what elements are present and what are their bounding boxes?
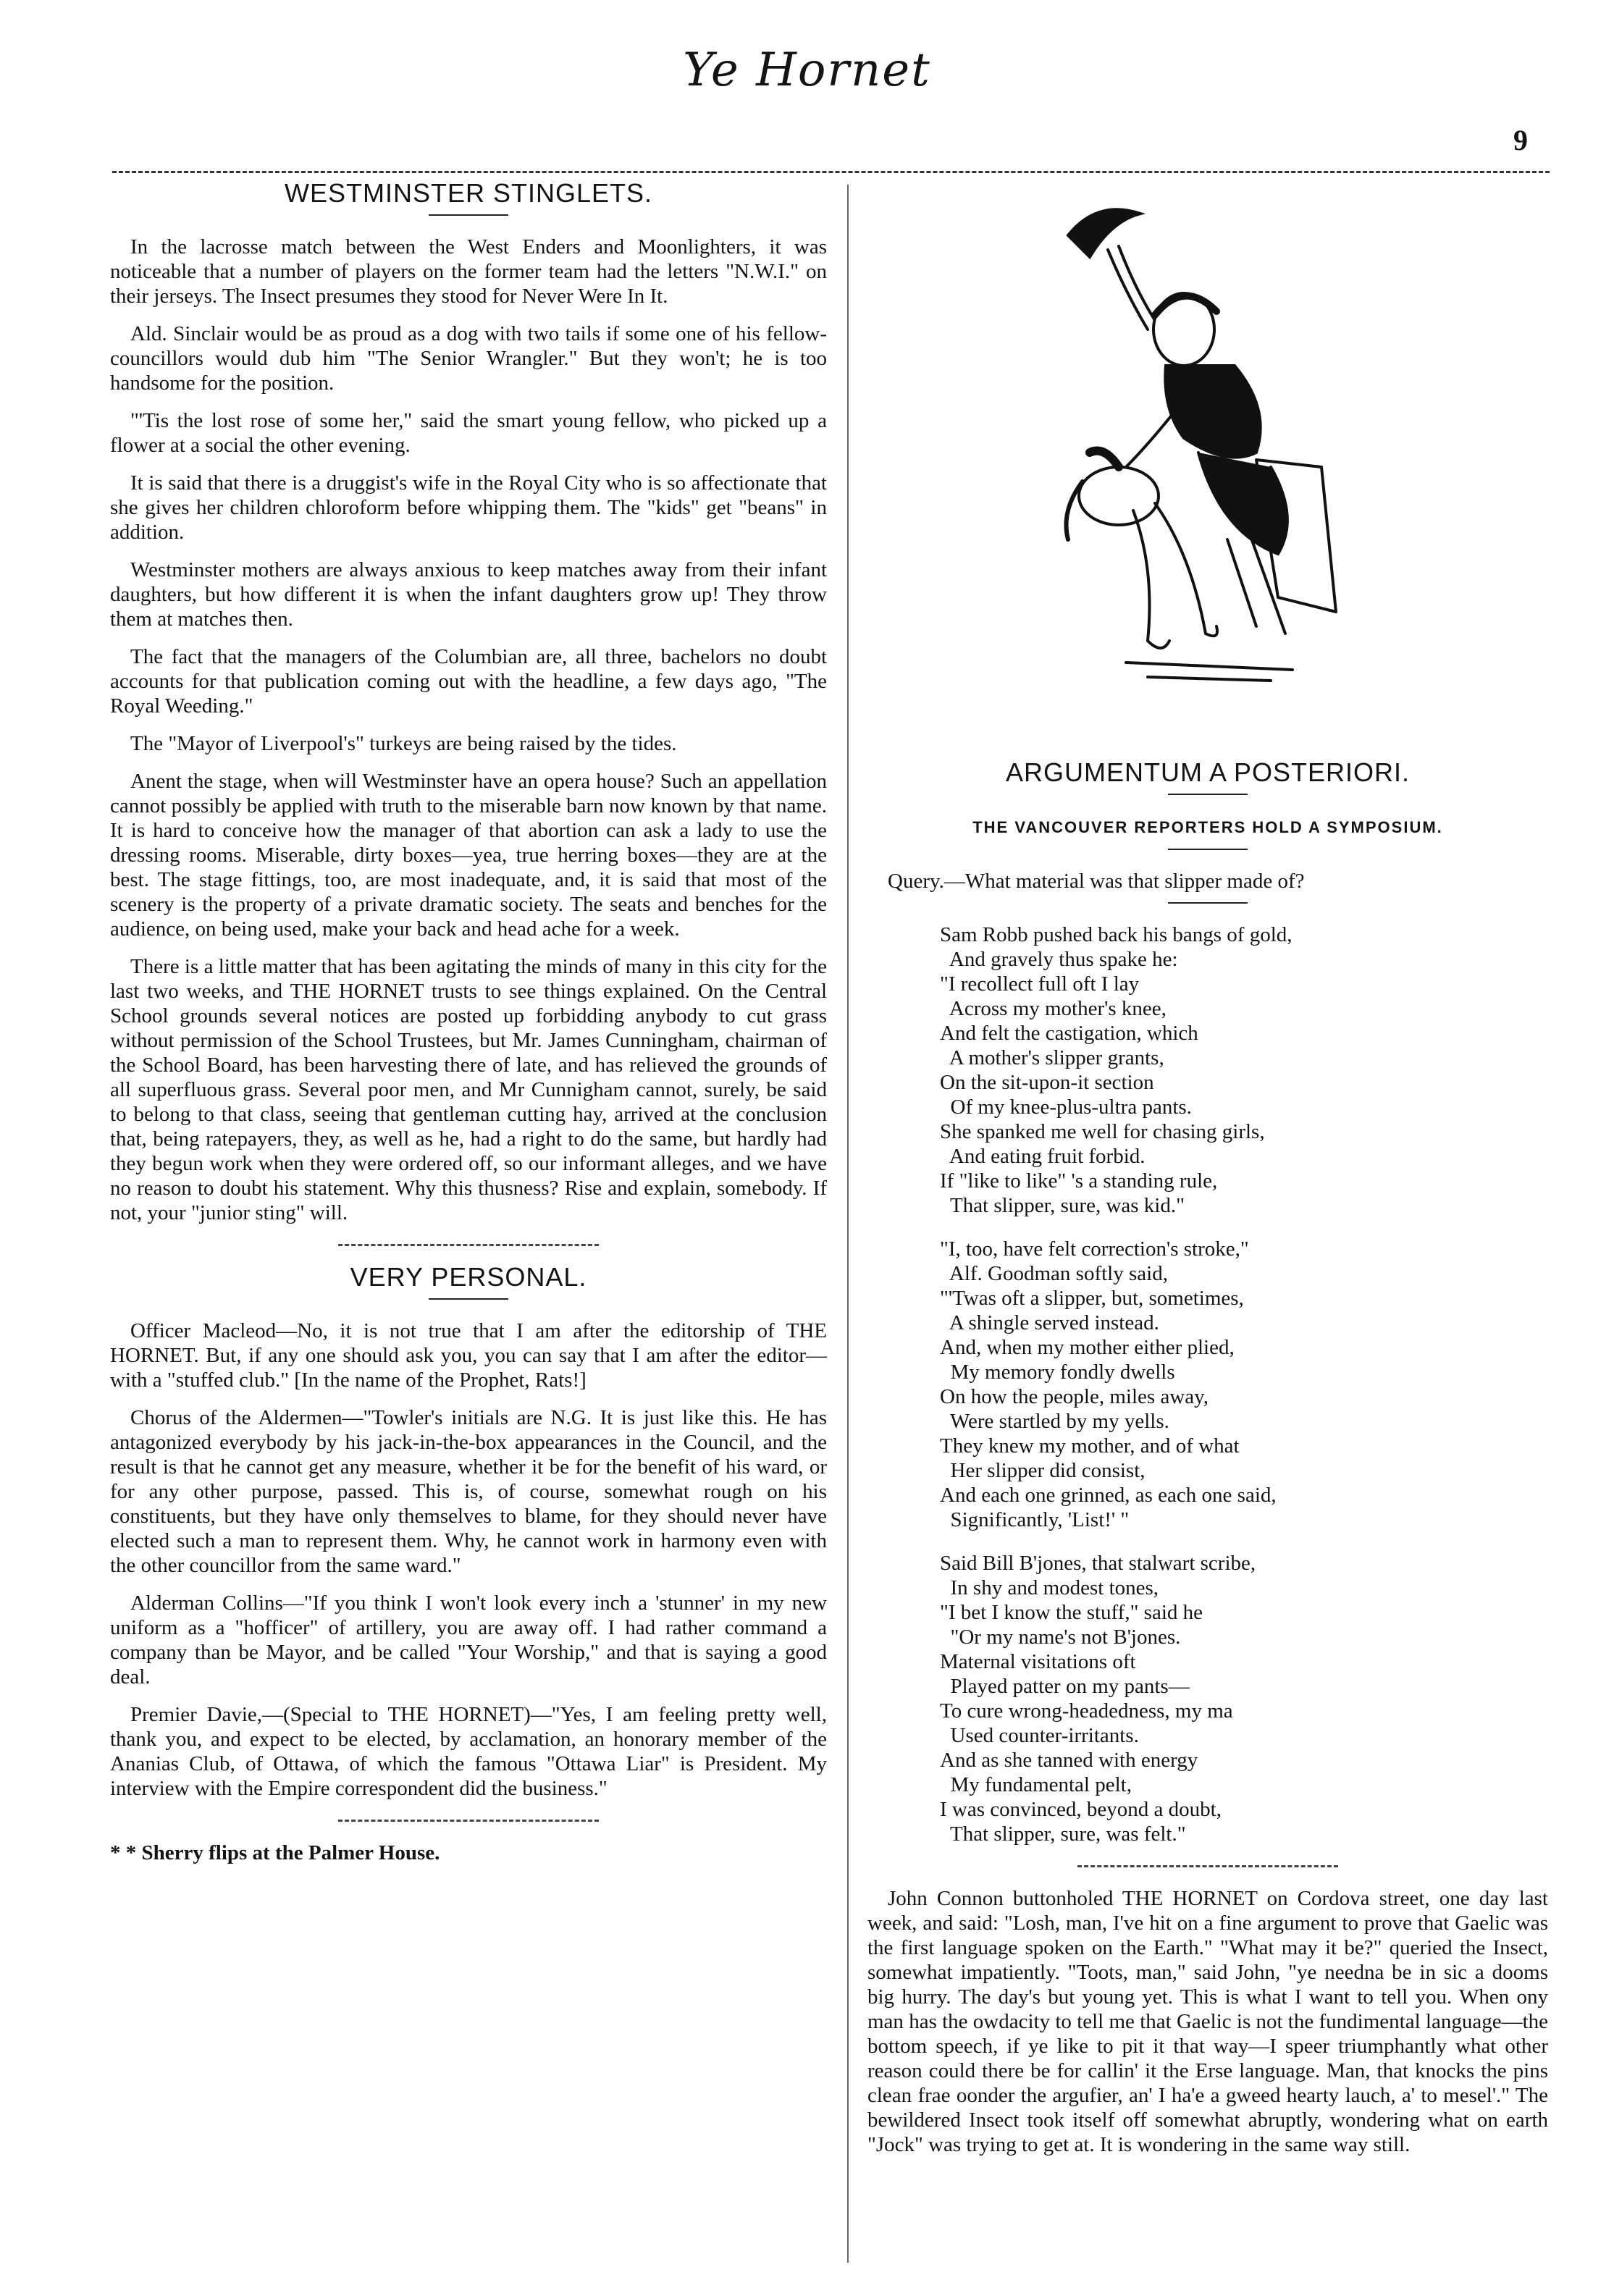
argumentum-heading: ARGUMENTUM A POSTERIORI. [1005,757,1411,787]
poem-line: My memory fondly dwells [940,1361,1175,1384]
poem-line: And each one grinned, as each one said, [940,1484,1277,1507]
poem-line: And, when my mother either plied, [940,1336,1235,1359]
personal-paragraph: Premier Davie,—(Special to THE HORNET)—"Yes, I am feeling pretty well, thank you, and expect to be elected, by acclamation, an honorary member of the Ananias Club, of Ottawa, of which the famous "Ottawa Liar" is President. My interview with the Empire correspondent did the business." [110,1703,827,1800]
stinglets-heading: WESTMINSTER STINGLETS. [284,178,653,208]
poem-line: Of my knee-plus-ultra pants. [940,1096,1192,1119]
poem-line: She spanked me well for chasing girls, [940,1120,1265,1143]
section-rule [1168,849,1248,850]
poem-line: "I recollect full oft I lay [940,972,1140,996]
personal-paragraph: Officer Macleod—No, it is not true that I am after the editorship of THE HORNET. But, if any one should ask you, you can say that I am after the editor—with a "stuffed club." [In the name of the Prophet, Rats!] [110,1319,827,1392]
poem-line: "Or my name's not B'jones. [940,1626,1181,1649]
poem-line: If "like to like" 's a standing rule, [940,1169,1218,1193]
poem-stanza [940,1237,1548,1532]
poem-line: My fundamental pelt, [940,1773,1132,1796]
poem-line: Alf. Goodman softly said, [940,1262,1168,1285]
poem-line: Maternal visitations oft [940,1650,1136,1673]
poem-line: That slipper, sure, was felt." [940,1822,1186,1846]
section-rule [429,1298,508,1300]
stinglet-paragraph: The "Mayor of Liverpool's" turkeys are being raised by the tides. [130,732,677,755]
poem-line: In shy and modest tones, [940,1576,1159,1599]
poem-line: They knew my mother, and of what [940,1434,1240,1458]
poem-line: And felt the castigation, which [940,1022,1198,1045]
argumentum-subheading: THE VANCOUVER REPORTERS HOLD A SYMPOSIUM. [972,818,1443,836]
poem-line: Sam Robb pushed back his bangs of gold, [940,923,1293,946]
stinglet-paragraph: There is a little matter that has been agitating the minds of many in this city for the last two weeks, and THE HORNET trusts to see things explained. On the Central School grounds several notices are posted up forbidding anybody to cut grass without permission of the School Trustees, but Mr. James Cunningham, chairman of the School Board, has been harvesting there of late, and has relieved the grounds of all superfluous grass. Several poor men, and Mr Cunnigham cannot, surely, be said to belong to that class, seeing that gentleman cutting hay, arrived at the conclusion that, being ratepayers, they, as well as he, had a right to do the same, but hardly had they begun work when they were ordered off, so our informant alleges, and we have no reason to doubt his statement. Why this thusness? Rise and explain, somebody. If not, your "junior sting" will. [110,955,827,1224]
poem-line: I was convinced, beyond a doubt, [940,1798,1222,1821]
poem-line: Played patter on my pants— [940,1675,1190,1698]
poem-line: A mother's slipper grants, [940,1046,1164,1069]
poem-line: "'Twas oft a slipper, but, sometimes, [940,1287,1244,1310]
poem-line: Significantly, 'List!' " [940,1508,1130,1531]
poem-line: Across my mother's knee, [940,997,1167,1020]
poem-line: Her slipper did consist, [940,1459,1146,1482]
section-rule [1168,902,1248,904]
poem-line: On how the people, miles away, [940,1385,1209,1408]
section-rule [429,214,508,216]
footnote: * * Sherry flips at the Palmer House. [110,1841,440,1864]
poem-line: Said Bill B'jones, that stalwart scribe, [940,1552,1256,1575]
poem-line: Were startled by my yells. [940,1410,1169,1433]
header-rule [112,171,1550,173]
stinglet-paragraph: "'Tis the lost rose of some her," said the smart young fellow, who picked up a flower at a social the other evening. [110,409,827,457]
section-divider [338,1244,599,1246]
stinglet-paragraph: The fact that the managers of the Columbian are, all three, bachelors no doubt accounts for that publication coming out with the headline, a few days ago, "The Royal Weeding." [110,645,827,718]
spanking-illustration-icon [1039,192,1379,720]
poem-line: To cure wrong-headedness, my ma [940,1699,1233,1723]
section-rule [1168,794,1248,795]
query-line: Query.—What material was that slipper made of? [888,870,1305,893]
column-divider [847,185,849,2263]
section-divider [338,1820,599,1822]
stinglet-paragraph: Ald. Sinclair would be as proud as a dog with two tails if some one of his fellow-councillors would dub him "The Senior Wrangler." But they won't; he is too handsome for the position. [110,322,827,395]
closing-paragraph: John Connon buttonholed THE HORNET on Cordova street, one day last week, and said: "Losh, man, I've hit on a fine argument to prove that Gaelic was the first language spoken on the Earth." "What may it be?" queried the Insect, somewhat impatiently. "Toots, man," said John, "ye needna be in sic a dooms big hurry. The day's but young yet. This is what I want to tell you. When ony man has the owdacity to tell me that Gaelic is not the fundimental language—the bottom speech, if ye like to pit it that way—I speer triumphantly what other reason could there be for callin' it the Erse language. Man, that knocks the pins clean frae oonder the argufier, an' I ha'e a gweed hearty lauch, a' to mesel'." The bewildered Insect took itself off somewhat abruptly, wondering what on earth "Jock" was trying to get at. It is wondering in the same way still. [867,1887,1548,2156]
poem-stanza [940,1551,1548,1846]
poem-stanza [940,922,1548,1218]
stinglet-paragraph: In the lacrosse match between the West Enders and Moonlighters, it was noticeable that a number of players on the former team had the letters "N.W.I." on their jerseys. The Insect presumes they stood for Never Were In It. [110,235,827,308]
section-divider [1077,1865,1338,1867]
left-column [110,178,827,1865]
poem-line: "I bet I know the stuff," said he [940,1601,1203,1624]
stinglet-paragraph: It is said that there is a druggist's wife in the Royal City who is so affectionate that she gives her children chloroform before whipping them. The "kids" get "beans" in addition. [110,471,827,544]
personal-paragraph: Chorus of the Aldermen—"Towler's initials are N.G. It is just like this. He has antagonized everybody by his jack-in-the-box appearances in the Council, and the result is that he cannot get any measure, whether it be for the benefit of his ward, or for any other purpose, passed. This is, of course, somewhat rough on his constituents, but they have only themselves to blame, for they should never have elected such a man to represent them. Why, he cannot work in harmony even with the other councillor from the same ward." [110,1406,827,1577]
poem-line: And as she tanned with energy [940,1749,1198,1772]
poem-line: On the sit-upon-it section [940,1071,1154,1094]
personal-paragraph: Alderman Collins—"If you think I won't look every inch a 'stunner' in my new uniform as a "hofficer" of artillery, you are away off. I had rather command a company than be Mayor, and be called "Your Worship," and that is saying a good deal. [110,1591,827,1689]
stinglet-paragraph: Anent the stage, when will Westminster have an opera house? Such an appellation cannot possibly be applied with truth to the miserable barn now known by that name. It is hard to conceive how the manager of that abortion can ask a lady to use the dressing rooms. Miserable, dirty boxes—yea, true herring boxes—they are at the best. The stage fittings, too, are most inadequate, and, it is said that most of the scenery is the property of a private dramatic society. The seats and benches for the audience, on being used, make your back and head ache for a week. [110,770,827,941]
poem-line: And gravely thus spake he: [940,948,1178,971]
poem-line: That slipper, sure, was kid." [940,1194,1185,1217]
masthead-title: Ye Hornet [683,43,931,97]
poem-line: A shingle served instead. [940,1311,1159,1334]
poem-line: Used counter-irritants. [940,1724,1139,1747]
poem-line: And eating fruit forbid. [940,1145,1146,1168]
poem-line: "I, too, have felt correction's stroke," [940,1237,1249,1261]
personal-heading: VERY PERSONAL. [350,1262,587,1292]
right-column [867,757,1548,2170]
page-number: 9 [1513,124,1528,156]
stinglet-paragraph: Westminster mothers are always anxious to keep matches away from their infant daughters, but how different it is when the infant daughters grow up! They throw them at matches then. [110,558,827,631]
